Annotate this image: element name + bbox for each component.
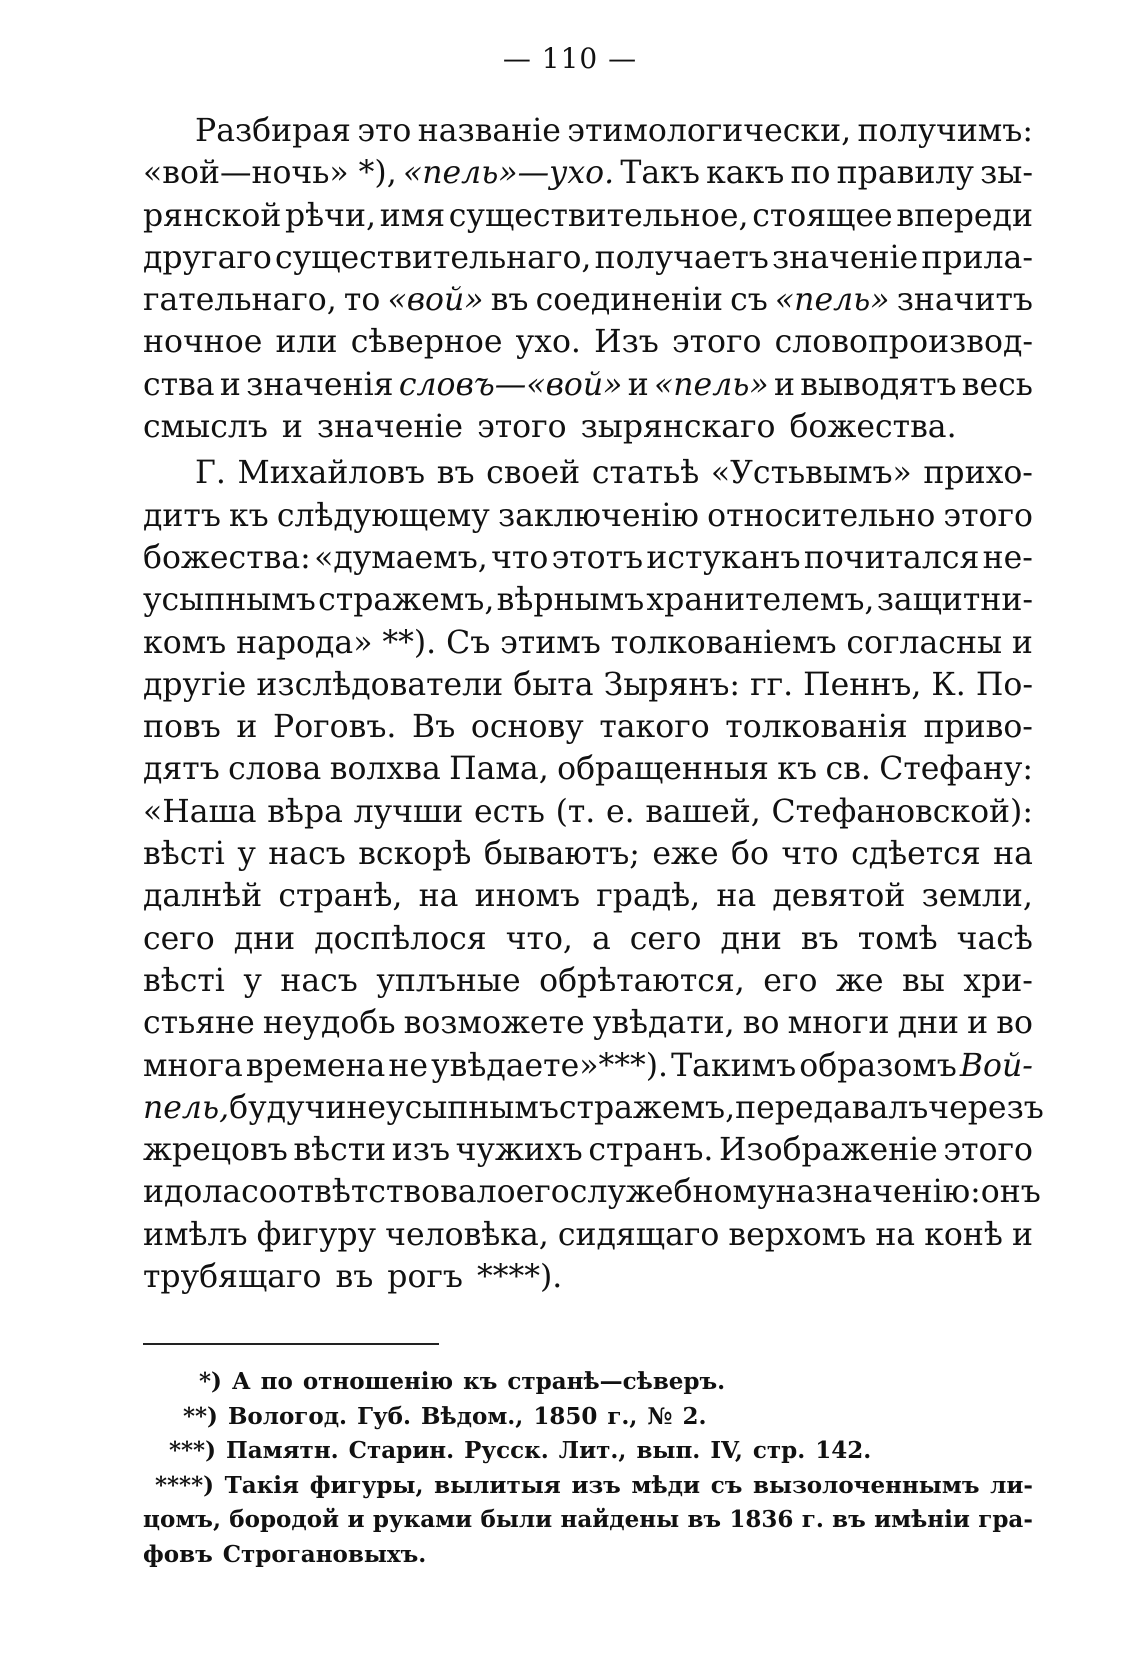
word: насъ (268, 836, 346, 873)
word: усыпнымъ (143, 582, 316, 619)
word: и (219, 366, 241, 403)
word: Русск. (464, 1437, 549, 1464)
footnote-line (143, 1400, 1033, 1435)
word: доспѣлося (314, 920, 487, 957)
word: были (480, 1506, 553, 1533)
word: жрецовъ (143, 1132, 288, 1169)
word: сидящаго (557, 1216, 720, 1253)
word: народа» (236, 624, 373, 661)
word: вѣсти (293, 1132, 387, 1169)
word: имя (379, 197, 446, 234)
word: ства (143, 366, 215, 403)
word: назначенію: (775, 1174, 981, 1211)
word: фигуру (256, 1216, 377, 1253)
word: **) (183, 1402, 218, 1430)
word: и (773, 366, 795, 403)
word: рѣчи, (285, 197, 377, 234)
word: у (237, 836, 256, 873)
word: градѣ, (596, 878, 701, 915)
word: г., (607, 1402, 638, 1430)
word: уплъные (376, 962, 521, 999)
word: Губ. (357, 1402, 412, 1430)
word: фигуры, (309, 1471, 424, 1499)
word: увѣдаете»***). (431, 1047, 669, 1084)
word: божества. (789, 409, 957, 446)
word: руками (372, 1506, 473, 1533)
word: Такимъ (671, 1047, 797, 1084)
word: ****) (155, 1471, 214, 1499)
word: же (835, 962, 884, 999)
word: Такія (224, 1471, 300, 1499)
word: вскорѣ (358, 836, 472, 873)
text-line (143, 875, 1033, 917)
word: «Устьвымъ» (710, 455, 912, 492)
word: рянской (143, 197, 282, 234)
word: что (781, 836, 839, 873)
word: существительное, (448, 197, 749, 234)
word: черезъ (928, 1089, 1044, 1126)
word: значеніе (772, 239, 919, 276)
word: Изъ (594, 324, 659, 361)
word: относительно (707, 497, 936, 534)
word: къ (228, 497, 269, 534)
word: Въ (412, 709, 456, 746)
word: зырянскаго (580, 409, 776, 446)
footnote-line (143, 1469, 1033, 1504)
footnote-line (143, 1538, 1033, 1573)
word: стр. (752, 1437, 806, 1464)
word: и (347, 1506, 365, 1533)
word: лучши (353, 793, 464, 830)
word: заключенію (497, 497, 699, 534)
word: то (343, 282, 381, 319)
word: «пель» (654, 366, 769, 403)
word: что, (505, 920, 573, 957)
word: иномъ (474, 878, 581, 915)
word: Пеннъ, (803, 666, 922, 703)
text-line (143, 918, 1033, 960)
word: многа (143, 1047, 243, 1084)
word: слова (228, 751, 322, 788)
word: Лит., (558, 1437, 627, 1464)
word: у (243, 962, 262, 999)
word: какъ (706, 155, 785, 192)
text-line (143, 321, 1033, 363)
text-line (143, 1256, 1033, 1298)
word: изслѣдователи (256, 666, 504, 703)
word: неудобь (262, 1005, 396, 1042)
word: ****). (476, 1259, 563, 1296)
text-line (143, 237, 1033, 279)
text-line (143, 152, 1033, 194)
word: этого (477, 409, 567, 446)
word: этого (943, 1132, 1033, 1169)
word: къ (777, 751, 818, 788)
word: въ (687, 1506, 722, 1533)
word: весь (961, 366, 1033, 403)
word: ухо. (515, 324, 581, 361)
word: Роговъ. (273, 709, 397, 746)
word: въ (832, 1506, 866, 1533)
text-line (143, 664, 1033, 706)
word: фовъ (143, 1540, 213, 1568)
paragraph-1 (143, 110, 1033, 448)
word: 1850 (533, 1402, 598, 1430)
text-line (143, 579, 1033, 621)
footnote-divider (143, 1343, 439, 1345)
word: Зырянъ: (603, 666, 740, 703)
word: другаго (143, 239, 272, 276)
word: служебному (569, 1174, 776, 1211)
word: св. (825, 751, 871, 788)
word: будучи (229, 1089, 347, 1126)
word: значеніе (316, 409, 464, 446)
word: № (647, 1402, 673, 1430)
word: и (627, 366, 649, 403)
word: получимъ: (857, 113, 1033, 149)
word: вылитыя (434, 1471, 561, 1499)
body-text (143, 110, 1044, 1298)
word: и (236, 709, 258, 746)
word: съ (710, 1471, 743, 1499)
word: вызолоченнымъ (753, 1471, 980, 1499)
word: вы (902, 962, 945, 999)
text-line (143, 495, 1033, 537)
word: этимъ (500, 624, 601, 661)
text-line (143, 110, 1033, 152)
word: Съ (446, 624, 491, 661)
word: далнѣй (143, 878, 263, 915)
word: и (1011, 1216, 1033, 1253)
word: по (790, 155, 831, 192)
word: къ (463, 1368, 498, 1395)
word: странѣ—сѣверъ. (507, 1368, 726, 1395)
word: «Наша (143, 793, 257, 830)
word: Вѣдом., (421, 1402, 524, 1430)
text-line (143, 706, 1033, 748)
word: «пель»—ухо. (402, 155, 615, 192)
word: Изображеніе (718, 1132, 938, 1169)
word: вѣсті (143, 962, 225, 999)
word: рогъ (387, 1259, 463, 1296)
word: вѣсті (143, 836, 225, 873)
word: сдѣется (851, 836, 981, 873)
word: чужихъ (455, 1132, 583, 1169)
word: Разбирая (195, 113, 351, 149)
word: бородой (229, 1506, 340, 1533)
word: комъ (143, 624, 227, 661)
word: ночное (143, 324, 263, 361)
word: часѣ (956, 920, 1033, 957)
word: отношенію (302, 1368, 454, 1395)
text-line (143, 960, 1033, 1002)
word: 142. (815, 1437, 872, 1464)
word: выводятъ (800, 366, 957, 403)
word: своей (486, 455, 581, 492)
text-line (143, 1171, 1041, 1213)
word: дитъ (143, 497, 221, 534)
word: найдены (560, 1506, 680, 1533)
word: Строгановыхъ. (222, 1540, 427, 1568)
word: конѣ (924, 1216, 1003, 1253)
word: насъ (280, 962, 358, 999)
word: другіе (143, 666, 247, 703)
word: дни (233, 920, 296, 957)
text-line (143, 1129, 1033, 1171)
word: бо (731, 836, 769, 873)
word: К. (931, 666, 966, 703)
word: впереди (896, 197, 1033, 234)
word: 2. (682, 1402, 707, 1430)
word: словъ—«вой» (398, 366, 623, 403)
word: съ (730, 282, 768, 319)
footnote-line (143, 1503, 1033, 1538)
word: стьяне (143, 1005, 255, 1042)
word: г. (801, 1506, 824, 1533)
text-line (143, 748, 1033, 790)
text-line (143, 622, 1033, 664)
word: хранителемъ, (646, 582, 875, 619)
word: бываютъ; (483, 836, 640, 873)
word: неусыпнымъ (346, 1089, 559, 1126)
word: (т. (555, 793, 596, 830)
word: на (716, 878, 757, 915)
word: «вой—ночь» *), (143, 155, 397, 192)
word: образомъ (799, 1047, 957, 1084)
word: волхва (329, 751, 441, 788)
word: и (281, 409, 303, 446)
word: Памятн. (225, 1437, 339, 1464)
word: IV, (710, 1437, 743, 1464)
word: имѣлъ (143, 1216, 248, 1253)
word: изъ (391, 1132, 450, 1169)
word: Стефановской): (771, 793, 1033, 830)
word: *) (199, 1368, 222, 1395)
word: или (275, 324, 338, 361)
word: ли- (990, 1471, 1033, 1499)
word: вып. (636, 1437, 701, 1464)
word: прихо- (923, 455, 1033, 492)
word: передавалъ (735, 1089, 929, 1126)
word: томѣ (857, 920, 938, 957)
word: защитни- (876, 582, 1033, 619)
word: обращенныя (557, 751, 769, 788)
word: вѣра (267, 793, 343, 830)
word: слѣдующему (276, 497, 490, 534)
word: вашей, (645, 793, 761, 830)
word: его (515, 1174, 570, 1211)
word: основу (470, 709, 584, 746)
word: обрѣтаются, (539, 962, 745, 999)
word: повъ (143, 709, 221, 746)
word: Вой- (959, 1047, 1033, 1084)
word: его (763, 962, 818, 999)
word: ***) (169, 1437, 216, 1464)
text-line (143, 1087, 1044, 1129)
word: человѣка, (385, 1216, 549, 1253)
word: по (260, 1368, 293, 1395)
word: толкованіемъ (610, 624, 837, 661)
word: 1836 (729, 1506, 794, 1533)
word: стражемъ, (318, 582, 495, 619)
word: такого (599, 709, 710, 746)
word: что (491, 539, 549, 576)
word: этого (671, 324, 762, 361)
word: соотвѣтствовало (241, 1174, 516, 1211)
word: имѣніи (874, 1506, 970, 1533)
word: толкованія (725, 709, 908, 746)
word: согласны (846, 624, 1003, 661)
word: сѣверное (350, 324, 503, 361)
text-line (143, 1002, 1033, 1044)
word: А (231, 1368, 251, 1395)
word: «вой» (387, 282, 484, 319)
text-line (143, 1045, 1033, 1087)
word: Старин. (348, 1437, 455, 1464)
text-line (143, 833, 1033, 875)
word: есть (474, 793, 545, 830)
word: Стефану: (879, 751, 1033, 788)
word: въ (436, 455, 475, 492)
footnote-line (143, 1365, 1033, 1400)
word: цомъ, (143, 1506, 221, 1533)
word: возможете (403, 1005, 585, 1042)
word: хри- (963, 962, 1033, 999)
footnote-line (143, 1434, 1033, 1469)
word: По- (975, 666, 1033, 703)
word: на (418, 878, 459, 915)
word: въ (335, 1259, 374, 1296)
word: стоящее (752, 197, 893, 234)
word: Такъ (620, 155, 700, 192)
word: во (742, 1005, 780, 1042)
word: гра- (978, 1506, 1033, 1533)
text-line (143, 537, 1033, 579)
word: **). (382, 624, 437, 661)
word: вѣрнымъ (496, 582, 645, 619)
word: пель, (143, 1089, 230, 1126)
word: «пель» (774, 282, 890, 319)
word: стражемъ, (558, 1089, 736, 1126)
text-line (143, 195, 1033, 237)
word: дятъ (143, 751, 220, 788)
word: Пама, (449, 751, 549, 788)
text-line (143, 791, 1033, 833)
word: на (993, 836, 1033, 873)
paragraph-2 (143, 452, 1044, 1298)
word: сего (629, 920, 702, 957)
word: трубящаго (143, 1259, 322, 1296)
word: во (996, 1005, 1033, 1042)
word: словопроизвод- (774, 324, 1033, 361)
word: не (388, 1047, 429, 1084)
word: увѣдати, (592, 1005, 735, 1042)
word: странъ. (588, 1132, 714, 1169)
word: божества: (143, 539, 311, 576)
word: еже (652, 836, 719, 873)
word: и (967, 1005, 989, 1042)
text-line (143, 452, 1033, 494)
word: изъ (571, 1471, 621, 1499)
word: дни (720, 920, 782, 957)
word: въ (800, 920, 839, 957)
word: прила- (921, 239, 1033, 276)
word: онъ (980, 1174, 1041, 1211)
word: и (1011, 624, 1033, 661)
word: быта (513, 666, 594, 703)
word: гательнаго, (143, 282, 337, 319)
word: не- (982, 539, 1033, 576)
footnotes (143, 1365, 1033, 1572)
word: статьѣ (591, 455, 700, 492)
word: этимологически, (567, 113, 852, 149)
word: значенія (246, 366, 394, 403)
page-number: — 110 — (502, 42, 638, 75)
word: соединеніи (535, 282, 723, 319)
word: мѣди (631, 1471, 701, 1499)
word: верхомъ (728, 1216, 867, 1253)
word: въ (490, 282, 529, 319)
word: на (875, 1216, 916, 1253)
text-line (143, 279, 1033, 321)
word: «думаемъ, (314, 539, 488, 576)
word: идола (143, 1174, 242, 1211)
text-line (143, 406, 1033, 448)
word: Г. (195, 455, 226, 492)
word: значитъ (896, 282, 1033, 319)
word: зы- (980, 155, 1033, 192)
word: гг. (750, 666, 794, 703)
word: времена (245, 1047, 386, 1084)
word: странѣ, (278, 878, 403, 915)
word: этого (943, 497, 1033, 534)
word: Михайловъ (237, 455, 426, 492)
word: получаетъ (594, 239, 769, 276)
word: существительнаго, (275, 239, 592, 276)
word: Вологод. (227, 1402, 348, 1430)
word: сего (143, 920, 215, 957)
word: названіе (417, 113, 561, 149)
word: многи (787, 1005, 890, 1042)
word: это (357, 113, 412, 149)
word: этотъ (551, 539, 644, 576)
word: дни (897, 1005, 960, 1042)
word: а (591, 920, 611, 957)
word: приво- (923, 709, 1033, 746)
text-line (143, 364, 1033, 406)
text-line (143, 1214, 1033, 1256)
word: смыслъ (143, 409, 268, 446)
word: девятой (772, 878, 906, 915)
word: правилу (836, 155, 974, 192)
word: почитался (803, 539, 980, 576)
word: земли, (921, 878, 1033, 915)
word: истуканъ (646, 539, 801, 576)
word: е. (605, 793, 635, 830)
